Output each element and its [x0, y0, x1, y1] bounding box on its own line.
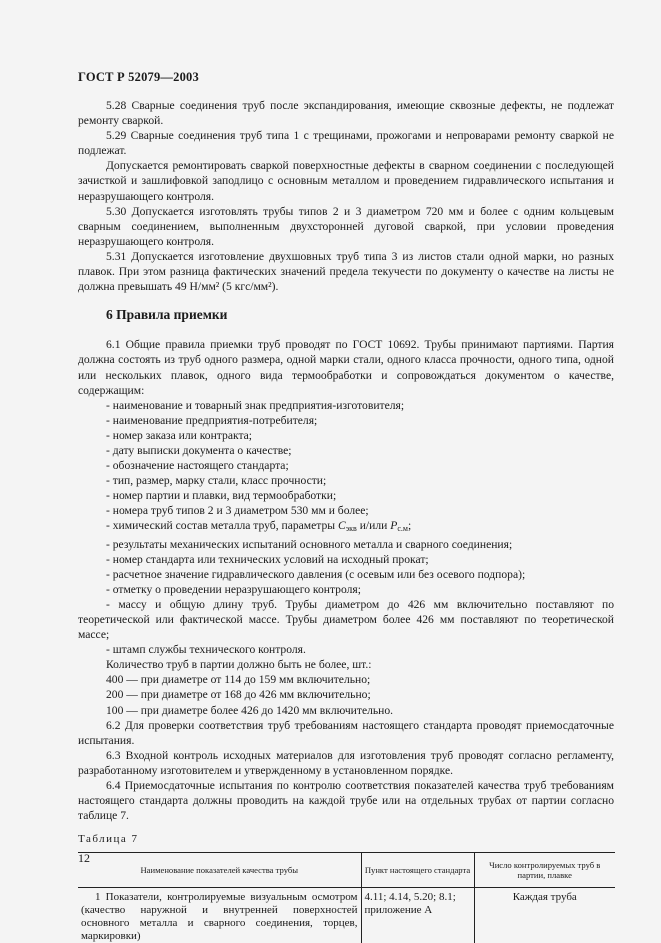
list-item: - результаты механических испытаний основного металла и сварного соединения; — [106, 537, 513, 551]
list-item: - номер партии и плавки, вид термообработки; — [106, 489, 337, 503]
table-row — [78, 888, 615, 943]
paragraph-5-29: 5.29 Сварные соединения труб типа 1 с трещинами, прожогами и непроварами ремонту сваркой не подлежат. — [78, 129, 614, 158]
table-header-row — [78, 853, 615, 888]
paragraph-5-30: 5.30 Допускается изготовлять трубы типов 2 и 3 диаметром 720 мм и более с одним кольцевым сварным соединением, выполненным двухсторонней дуговой сваркой, при условии проведения неразрушающего контроля. — [78, 204, 614, 248]
document-header: ГОСТ Р 52079—2003 — [78, 70, 199, 84]
chem-mid: и/или — [356, 519, 391, 533]
chem-prefix: - химический состав металла труб, параметры — [106, 519, 338, 533]
list-item: - расчетное значение гидравлического давления (с осевым или без осевого подпора); — [106, 567, 526, 581]
section-title: 6 Правила приемки — [106, 307, 228, 323]
list-item: - наименование и товарный знак предприятия-изготовителя; — [106, 398, 405, 412]
table-header-cell: Наименование показателей качества трубы — [78, 853, 361, 888]
list-item-stamp: - штамп службы технического контроля. — [106, 643, 306, 657]
page-number: 12 — [78, 851, 90, 865]
quantity-line: 200 — при диаметре от 168 до 426 мм включительно; — [106, 688, 371, 702]
paragraph-repair-allowed: Допускается ремонтировать сваркой поверхностные дефекты в сварном соединении с последующей зачисткой и зашлифовкой заподлицо с основным металлом и проведением гидравлического испытания и неразрушающего контроля. — [78, 159, 614, 203]
list-item-chemical — [78, 518, 614, 536]
list-item-mass: - массу и общую длину труб. Трубы диаметром до 426 мм включительно поставляют по теоретической или фактической массе. Трубы диаметром более 426 мм поставляют по теоретической массе; — [78, 597, 614, 642]
paragraph-6-2: 6.2 Для проверки соответствия труб требованиям настоящего стандарта проводят приемосдаточные испытания. — [78, 718, 614, 747]
paragraph-6-1: 6.1 Общие правила приемки труб проводят по ГОСТ 10692. Трубы принимают партиями. Партия должна состоять из труб одного размера, одной марки стали, одного класса прочности, одного типа, одной или нескольких плавок, одного вида термообработки и сопровождаться документом о качестве, содержащим: — [78, 338, 614, 397]
table-caption: Таблица 7 — [78, 833, 139, 846]
chem-suffix: ; — [407, 519, 412, 533]
p-sub: с.м — [397, 524, 408, 534]
table-cell-count: Каждая труба — [474, 888, 615, 943]
paragraph-6-3: 6.3 Входной контроль исходных материалов для изготовления труб проводят согласно регламенту, разработанному изготовителем и утвержденному в установленном порядке. — [78, 748, 614, 777]
list-item: - обозначение настоящего стандарта; — [106, 459, 289, 473]
table-header-cell: Пункт настоящего стандарта — [361, 853, 474, 888]
list-item: - наименование предприятия-потребителя; — [106, 413, 318, 427]
list-item: - номер заказа или контракта; — [106, 428, 253, 442]
document-body — [78, 98, 614, 943]
c-var: C — [337, 519, 346, 533]
list-item: - тип, размер, марку стали, класс прочности; — [106, 474, 327, 488]
table-header-cell: Число контролируемых труб в партии, плавке — [474, 853, 615, 888]
paragraph-5-31: 5.31 Допускается изготовление двухшовных труб типа 3 из листов стали одной марки, но разных плавок. При этом разница фактических значений предела текучести по документу о качестве на листы не должна превышать 49 Н/мм² (5 кгс/мм²). — [78, 249, 614, 294]
list-item: - номер стандарта или технических условий на исходный прокат; — [106, 552, 429, 566]
list-item: - номера труб типов 2 и 3 диаметром 530 мм и более; — [106, 504, 369, 518]
table-cell-clause: 4.11; 4.14, 5.20; 8.1; приложение А — [361, 888, 474, 943]
quantity-line: 400 — при диаметре от 114 до 159 мм включительно; — [106, 673, 371, 687]
p-var: P — [390, 519, 398, 533]
paragraph-6-4: 6.4 Приемосдаточные испытания по контролю соответствия показателей качества труб требованиям настоящего стандарта должны проводить на каждой трубе или на отдельных трубах от партии согласно таблице 7. — [78, 779, 614, 823]
quantity-line: 100 — при диаметре более 426 до 1420 мм включительно. — [106, 703, 394, 717]
table-7 — [78, 852, 615, 943]
table-cell-indicator: 1 Показатели, контролируемые визуальным осмотром (качество наружной и внутренней поверхностей основного металла и сварного соединения, торцев, маркировки) — [78, 888, 361, 943]
list-item: - отметку о проведении неразрушающего контроля; — [106, 582, 361, 596]
quantity-intro: Количество труб в партии должно быть не более, шт.: — [106, 658, 372, 672]
c-sub: экв — [345, 524, 357, 534]
document-contents-list — [78, 398, 614, 658]
list-item: - дату выписки документа о качестве; — [106, 443, 292, 457]
paragraph-5-28: 5.28 Сварные соединения труб после экспандирования, имеющие сквозные дефекты, не подлежат ремонту сваркой. — [78, 99, 614, 128]
